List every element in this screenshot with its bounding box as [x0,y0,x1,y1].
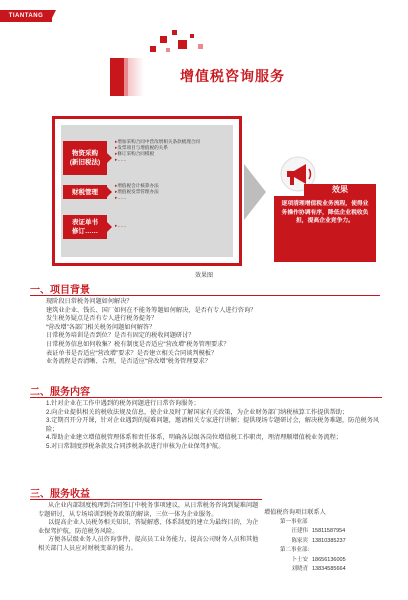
section-title: 一、项目背景 [30,284,90,296]
page-title: 增值税咨询服务 [180,68,285,84]
effect-text: 逐项清理增值税业务流程，使得业务操作协调有序，降低企业税收负担，提高企业竞争力。 [274,196,376,262]
logo-decoration [50,10,56,22]
contact-panel [264,508,404,575]
section-background [30,282,380,367]
group-items-procurement: ▸ 增加采购合同中营改增相关条款梳理合同 ▸ 发票项目与增值税的关系 ▸ 修订采购合同模板 ▸ …… [115,139,235,163]
diagram-caption: 效果图 [194,273,213,279]
process-box [52,116,242,266]
group-label-forms: 表证单书 修订…… [63,215,107,239]
effect-diagram [52,116,376,266]
contact-row: 刘晓青 13834585664 [291,566,346,572]
contact-group-name: 第二事业部： [280,547,314,553]
section-benefits [30,486,262,554]
group-items-finance: ▸ 增值税会计核算办法 ▸ 增值税发票管理办法 ▸ …… [115,183,235,201]
flow-arrow-icon [244,164,266,220]
title-accent-bar [128,58,144,96]
section-title: 三、服务收益 [30,488,90,500]
arrow-icon [107,187,112,197]
company-logo: TIANTANG [0,10,52,22]
effect-panel [274,134,376,264]
group-label-finance: 财税管理 [63,185,107,199]
contact-group-name: 第一事业部 [280,518,308,525]
contact-row: 卜士安 18656136005 [291,556,346,563]
contact-row: 汪建伟 15811587954 [291,528,346,534]
section-title: 二、服务内容 [30,386,90,398]
effect-title: 效果 [304,184,376,196]
group-items-forms: ▸ …… [115,223,235,229]
section-body: 现阶段日常税务问题如何解决？ 建筑业企业、钱长、国厂如何在不能务筹题如何解决，是否有专人进行咨询？ 发生税务疑点是否有专人进行税务提务？ “营改增”各部门相关税务问题如何解答？ 日常税务培训是否到位？是否有固定的税收问题研讨？ 日常税务信息如何收集？税有制度是否适应“营改增”税务管理要求？ 表证单书是否适应“营改增”要求？是否建立相关合同谈判模板？ 业务流程是否清晰、合理，是否适应“营改增”税务管理要求？ [46,298,257,366]
section-body: 1.针对企业在工作中遇到的税务问题进行日常咨询服务； 2.向企业提供相关的税收法规及信息，使企业及时了解国家有关政策，为企业财务部门纳税核算工作提供帮助； 3.定期召开分开课，针对企业遇到的疑难问题，邀请相关专家进行讲解；提供现场专题研讨会，解决税务难题，防范税务风险； 4.帮助企业建立增值税管理体系和责任体系，明确各层级各岗位增值税工作职责，理清理顺增值税业务流程； 5.对日常制度涉税条款及合同涉税条款进行审核为企业保驾护航。 [46,400,380,450]
contact-title: 增值税咨询项目联系人 [264,509,326,516]
group-label-procurement: 物资采购 (新旧税法) [63,141,107,175]
section-body: 从企业内部制度梳理到合同签订中税务事项建议，从日常税务咨询到疑难问题专题研讨，从专场培训到税务政策的解读，三位一体为企业服务。 以提高企业人员税务相关知识、答疑解惑、体系制度的建立为最终目的，为企业保驾护航，防范税务风险。 方便各层级业务人员咨询事件，提高员工业务能力，提高公司财务人员和其他相关部门人员应对财税变革的能力。 [38,502,259,552]
contact-row: 陈家宾 13810385237 [291,537,346,544]
title-accent-bar [110,58,124,96]
arrow-icon [107,222,112,232]
arrow-icon [107,153,112,163]
section-services [30,384,382,452]
